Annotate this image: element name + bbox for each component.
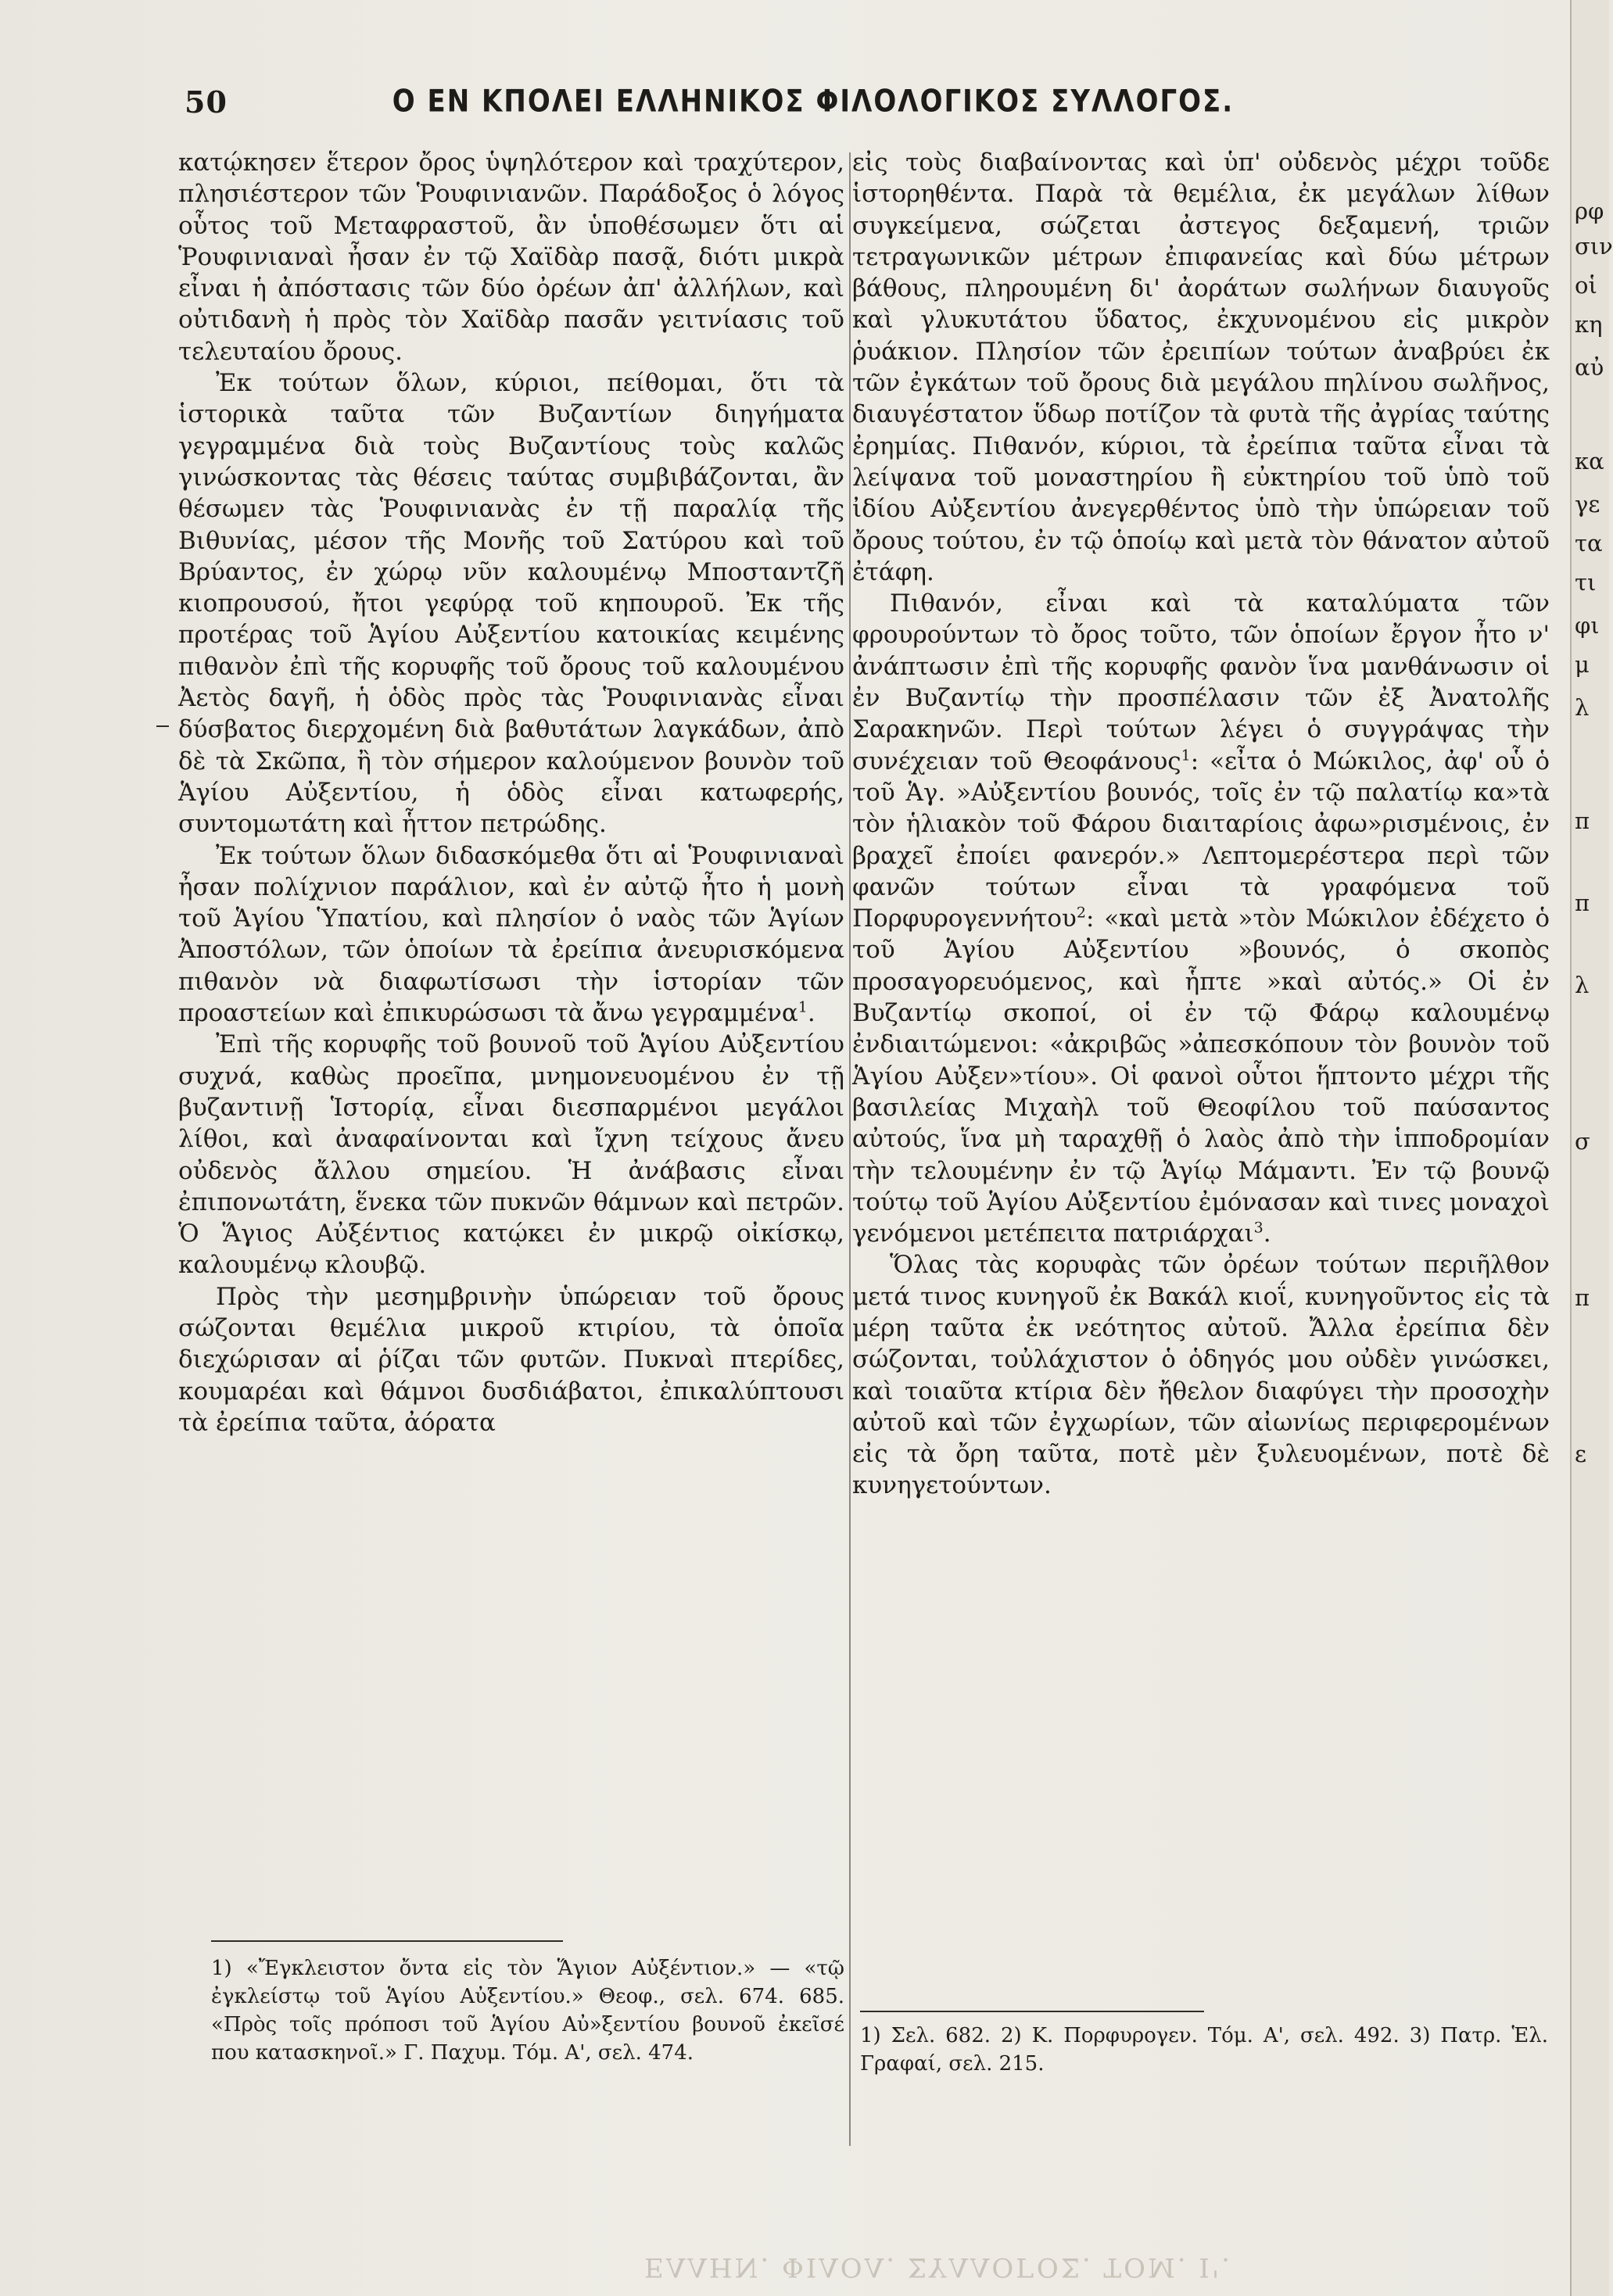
margin-fragment: κα xyxy=(1575,448,1604,475)
margin-fragment: τα xyxy=(1575,530,1603,557)
footnote-ref: 3 xyxy=(1253,1219,1264,1237)
margin-fragment: σ xyxy=(1575,1128,1590,1155)
margin-fragment: τι xyxy=(1575,569,1597,596)
paragraph: Ἐπὶ τῆς κορυφῆς τοῦ βουνοῦ τοῦ Ἁγίου Αὐξεντίου συχνά, καθὼς προεῖπα, μνημονευομένου ἐν τῇ βυζαντινῇ Ἱστορίᾳ, εἶναι διεσπαρμένοι μεγάλοι λίθοι, καὶ ἀναφαίνονται καὶ ἴχνη τείχους ἄνευ οὐδενὸς ἄλλου σημείου. Ἡ ἀνάβασις εἶναι ἐπιπονωτάτη, ἕνεκα τῶν πυκνῶν θάμνων καὶ πετρῶν. Ὁ Ἅγιος Αὐξέντιος κατῴκει ἐν μικρῷ οἰκίσκῳ, καλουμένῳ κλουβῷ. xyxy=(178,1030,844,1280)
margin-fragment: μ xyxy=(1575,651,1590,678)
footnote: 1) «Ἔγκλειστον ὄντα εἰς τὸν Ἅγιον Αὐξέντιον.» — «τῷ ἐγκλείστῳ τοῦ Ἁγίου Αὐξεντίου.» Θεοφ., σελ. 674. 685. «Πρὸς τοῖς πρόποσι τοῦ Ἁγίου Αὐ»ξεντίου βουνοῦ ἐκεῖσέ που κατασκηνοῖ.» Γ. Παχυμ. Τόμ. Α', σελ. 474. xyxy=(211,1957,844,2065)
paragraph: Ἐκ τούτων ὅλων, κύριοι, πείθομαι, ὅτι τὰ ἱστορικὰ ταῦτα τῶν Βυζαντίων διηγήματα γεγραμμένα διὰ τοὺς Βυζαντίους τοὺς καλῶς γινώσκοντας τὰς θέσεις ταύτας συμβιβάζονται, ἂν θέσωμεν τὰς Ῥουφινιανὰς ἐν τῇ παραλίᾳ τῆς Βιθυνίας, μέσον τῆς Μονῆς τοῦ Σατύρου καὶ τοῦ Βρύαντος, ἐν χώρῳ νῦν καλουμένῳ Μποσταντζῆ κιοπρουσού, ἤτοι γεφύρᾳ τοῦ κηπουροῦ. Ἐκ τῆς προτέρας τοῦ Ἁγίου Αὐξεντίου κατοικίας κειμένης πιθανὸν ἐπὶ τῆς κορυφῆς τοῦ ὄρους τοῦ καλουμένου Ἀετὸς δαγῆ, ἡ ὁδὸς πρὸς τὰς Ῥουφινιανὰς εἶναι δύσβατος διερχομένη διὰ βαθυτάτων λαγκάδων, ἀπὸ δὲ τὰ Σκῶπα, ἢ τὸν σήμερον καλούμενον βουνὸν τοῦ Ἁγίου Αὐξεντίου, ἡ ὁδὸς εἶναι κατωφερής, συντομωτάτη καὶ ἧττον πετρώδης. xyxy=(178,369,844,839)
margin-fragment: π xyxy=(1575,890,1590,916)
margin-fragment: π xyxy=(1575,808,1590,834)
margin-fragment: γε xyxy=(1575,491,1600,518)
left-column xyxy=(178,147,844,1438)
paragraph: εἰς τοὺς διαβαίνοντας καὶ ὑπ' οὐδενὸς μέχρι τοῦδε ἱστορηθέντα. Παρὰ τὰ θεμέλια, ἐκ μεγάλων λίθων συγκείμενα, σώζεται ἀστεγος δεξαμενή, τριῶν τετραγωνικῶν μέτρων ἐπιφανείας καὶ δύω μέτρων βάθους, πληρουμένη δι' ἀοράτων σωλήνων διαυγοῦς καὶ γλυκυτάτου ὕδατος, ἐκχυνομένου εἰς μικρὸν ῥυάκιον. Πλησίον τῶν ἐρειπίων τούτων ἀναβρύει ἐκ τῶν ἐγκάτων τοῦ ὄρους διὰ μεγάλου πηλίνου σωλῆνος, διαυγέστατον ὕδωρ ποτίζον τὰ φυτὰ τῆς ἀγρίας ταύτης ἐρημίας. Πιθανόν, κύριοι, τὰ ἐρείπια ταῦτα εἶναι τὰ λείψανα τοῦ μοναστηρίου ἢ εὐκτηρίου τοῦ ὑπὸ τοῦ ἰδίου Αὐξεντίου ἀνεγερθέντος ὑπὸ τὴν ὑπώρειαν τοῦ ὄρους τούτου, ἐν τῷ ὁποίῳ καὶ μετὰ τὸν θάνατον αὐτοῦ ἐτάφη. xyxy=(852,149,1550,586)
margin-fragment: ρφ xyxy=(1575,198,1604,224)
paragraph: Ἐκ τούτων ὅλων διδασκόμεθα ὅτι αἱ Ῥουφινιαναὶ ἦσαν πολίχνιον παράλιον, καὶ ἐν αὐτῷ ἦτο ἡ μονὴ τοῦ Ἁγίου Ὑπατίου, καὶ πλησίον ὁ ναὸς τῶν Ἁγίων Ἀποστόλων, τῶν ὁποίων τὰ ἐρείπια ἀνευρισκόμενα πιθανὸν νὰ διαφωτίσωσι τὴν ἱστορίαν τῶν προαστείων καὶ ἐπικυρώσωσι τὰ ἄνω γεγραμμένα$^1$. xyxy=(178,841,844,1028)
margin-fragment: ε xyxy=(1575,1441,1587,1467)
footnote: 1) Σελ. 682. 2) Κ. Πορφυρογεν. Τόμ. Α', σελ. 492. 3) Πατρ. Ἑλ. Γραφαί, σελ. 215. xyxy=(860,2024,1548,2076)
margin-fragment: λ xyxy=(1575,972,1590,998)
right-column xyxy=(852,147,1550,1502)
footnote-rule xyxy=(860,2011,1204,2012)
paragraph: Πρὸς τὴν μεσημβρινὴν ὑπώρειαν τοῦ ὄρους σώζονται θεμέλια μικροῦ κτιρίου, τὰ ὁποῖα διεχώρισαν αἱ ῥίζαι τῶν φυτῶν. Πυκναὶ πτερίδες, κουμαρέαι καὶ θάμνοι δυσδιάβατοι, ἐπικαλύπτουσι τὰ ἐρείπια ταῦτα, ἀόρατα xyxy=(178,1282,844,1437)
bleed-through-text: ΕΛΛΗΝ. ΦΙΛΟΛ. ΣΥΛΛΟΓΟΣ. ΤΟΜ. Ι'. xyxy=(644,2251,1232,2283)
running-title: Ο ΕΝ ΚΠΟΛΕΙ ΕΛΛΗΝΙΚΟΣ ΦΙΛΟΛΟΓΙΚΟΣ ΣΥΛΛΟΓΟΣ. xyxy=(392,84,1235,120)
margin-fragment: αὐ xyxy=(1575,354,1604,381)
paragraph: κατῴκησεν ἕτερον ὄρος ὑψηλότερον καὶ τραχύτερον, πλησιέστερον τῶν Ῥουφινιανῶν. Παράδοξος ὁ λόγος οὗτος τοῦ Μεταφραστοῦ, ἂν ὑποθέσωμεν ὅτι αἱ Ῥουφινιαναὶ ἦσαν ἐν τῷ Χαϊδὰρ πασᾷ, διότι μικρὰ εἶναι ἡ ἀπόστασις τῶν δύο ὀρέων ἀπ' ἀλλήλων, καὶ οὐτιδανὴ ἡ πρὸς τὸν Χαϊδὰρ πασᾶν γειτνίασις τοῦ τελευταίου ὄρους. xyxy=(178,149,844,366)
paragraph-text: : «εἶτα ὁ Μώκιλος, ἀφ' οὗ ὁ τοῦ Ἁγ. »Αὐξεντίου βουνός, τοῖς ἐν τῷ παλατίῳ κα»τὰ τὸν ἡλιακὸν τοῦ Φάρου διαιταρίοις ἀφω»ρισμένοις, ἐν βραχεῖ ἐποίει φανερόν.» Λεπτομερέστερα περὶ τῶν φανῶν τούτων εἶναι τὰ γραφόμενα τοῦ Πορφυρογεννήτου xyxy=(852,747,1550,933)
margin-mark xyxy=(156,725,169,727)
margin-fragment: κη xyxy=(1575,311,1603,338)
footnote-ref: 1 xyxy=(798,998,808,1016)
footnotes-left xyxy=(211,1954,844,2067)
page-number: 50 xyxy=(185,84,228,120)
margin-fragment: π xyxy=(1575,1284,1590,1311)
paragraph: Ὅλας τὰς κορυφὰς τῶν ὀρέων τούτων περιῆλθον μετά τινος κυνηγοῦ ἐκ Βακάλ κιοΐ, κυνηγοῦντος εἰς τὰ μέρη ταῦτα ἐκ νεότητος αὐτοῦ. Ἄλλα ἐρείπια δὲν σώζονται, τοὐλάχιστον ὁ ὁδηγός μου οὐδὲν γινώσκει, καὶ τοιαῦτα κτίρια δὲν ἤθελον διαφύγει τὴν προσοχὴν αὐτοῦ καὶ τῶν ἐγχωρίων, τῶν αἰωνίως περιφερομένων εἰς τὰ ὄρη ταῦτα, ποτὲ μὲν ξυλευομένων, ποτὲ δὲ κυνηγετούντων. xyxy=(852,1251,1550,1500)
paragraph-text: : «καὶ μετὰ »τὸν Μώκιλον ἐδέχετο ὁ τοῦ Ἁγίου Αὐξεντίου »βουνός, ὁ σκοπὸς προσαγορευόμενος, καὶ ἧπτε »καὶ αὐτός.» Οἱ ἐν Βυζαντίῳ σκοποί, οἱ ἐν τῷ Φάρῳ καλουμένῳ ἐνδιαιτώμενοι: «ἀκριβῶς »ἀπεσκόπουν τὸν βουνὸν τοῦ Ἁγίου Αὐξεν»τίου». Οἱ φανοὶ οὗτοι ἥπτοντο μέχρι τῆς βασιλείας Μιχαὴλ τοῦ Θεοφίλου τοῦ παύσαντος αὐτούς, ἵνα μὴ ταραχθῇ ὁ λαὸς ἀπὸ τὴν ἱπποδρομίαν τὴν τελουμένην ἐν τῷ Ἁγίῳ Μάμαντι. Ἐν τῷ βουνῷ τούτῳ τοῦ Ἁγίου Αὐξεντίου ἐμόνασαν καὶ τινες μοναχοὶ γενόμενοι μετέπειτα πατριάρχαι xyxy=(852,904,1550,1248)
paragraph-text: . xyxy=(1263,1220,1271,1248)
margin-fragment: οἱ xyxy=(1575,272,1597,299)
paragraph xyxy=(852,588,1550,1249)
margin-fragment: φι xyxy=(1575,612,1600,639)
margin-fragment: λ xyxy=(1575,694,1590,721)
paragraph-text: Ἐκ τούτων ὅλων διδασκόμεθα ὅτι αἱ Ῥουφινιαναὶ ἦσαν πολίχνιον παράλιον, καὶ ἐν αὐτῷ ἦτο ἡ μονὴ τοῦ Ἁγίου Ὑπατίου, καὶ πλησίον ὁ ναὸς τῶν Ἁγίων Ἀποστόλων, τῶν ὁποίων τὰ ἐρείπια ἀνευρισκόμενα πιθανὸν νὰ διαφωτίσωσι τὴν ἱστορίαν τῶν προαστείων καὶ ἐπικυρώσωσι τὰ ἄνω γεγραμμένα xyxy=(178,841,844,1028)
footnote-rule xyxy=(211,1940,563,1942)
footnotes-right xyxy=(860,2022,1548,2078)
margin-fragment: σιν xyxy=(1575,233,1613,260)
column-rule xyxy=(849,152,851,2146)
paragraph-text: Πιθανόν, εἶναι καὶ τὰ καταλύματα τῶν φρουρούντων τὸ ὄρος τοῦτο, τῶν ὁποίων ἔργον ἦτο ν' ἀνάπτωσιν ἐπὶ τῆς κορυφῆς φανὸν ἵνα μανθάνωσιν οἱ ἐν Βυζαντίῳ τὴν προσπέλασιν τῶν ἐξ Ἀνατολῆς Σαρακηνῶν. Περὶ τούτων λέγει ὁ συγγράψας τὴν συνέχειαν τοῦ Θεοφάνους xyxy=(852,589,1550,775)
footnote-ref: 1 xyxy=(1181,747,1191,765)
footnote-ref: 2 xyxy=(1076,904,1086,922)
